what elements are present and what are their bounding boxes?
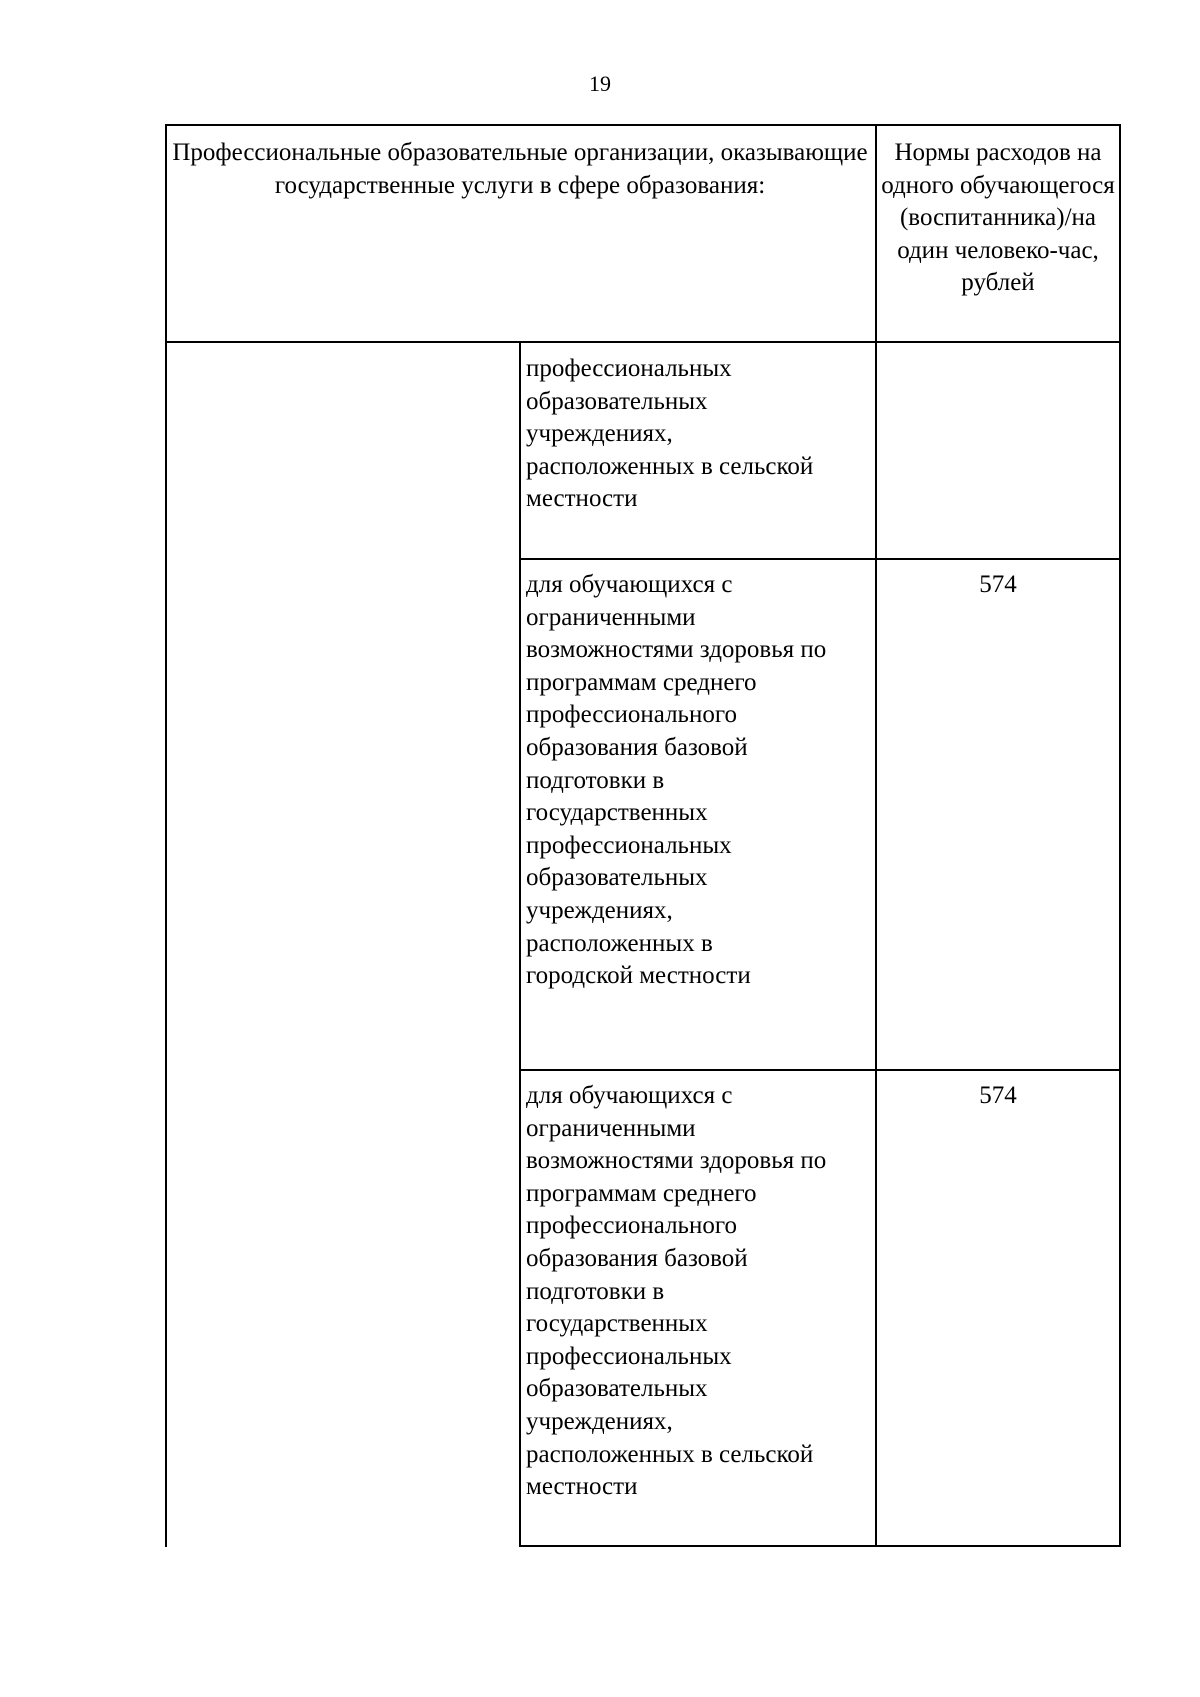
row-description: профессиональных образовательных учреждениях, расположенных в сельской местности — [526, 355, 814, 513]
row-description: для обучающихся с ограниченными возможностями здоровья по программам среднего профессионального образования базовой подготовки в государственных профессиональных образовательных учреждениях, расположенных в сельской местности — [526, 1082, 827, 1501]
row-value: 574 — [979, 1082, 1017, 1109]
row-3-bottom-border — [519, 1545, 1121, 1547]
header-norms: Нормы расходов на одного обучающегося (воспитанника)/на один человеко-час, рублей — [881, 139, 1115, 297]
table-left-border — [165, 124, 167, 1547]
header-bottom-border — [165, 341, 1121, 343]
row-2-bottom-border — [519, 1069, 1121, 1071]
desc-column-left-border — [519, 341, 521, 1547]
row-value: 574 — [979, 571, 1017, 598]
page-number: 19 — [589, 71, 611, 96]
header-organizations: Профессиональные образовательные организации, оказывающие государственные услуги в сфере образования: — [172, 139, 868, 199]
row-description: для обучающихся с ограниченными возможностями здоровья по программам среднего профессионального образования базовой подготовки в государственных профессиональных образовательных учреждениях, расположенных в городской местности — [526, 571, 827, 990]
row-1-bottom-border — [519, 558, 1121, 560]
table-right-border — [1119, 124, 1121, 1547]
table-top-border — [165, 124, 1121, 126]
